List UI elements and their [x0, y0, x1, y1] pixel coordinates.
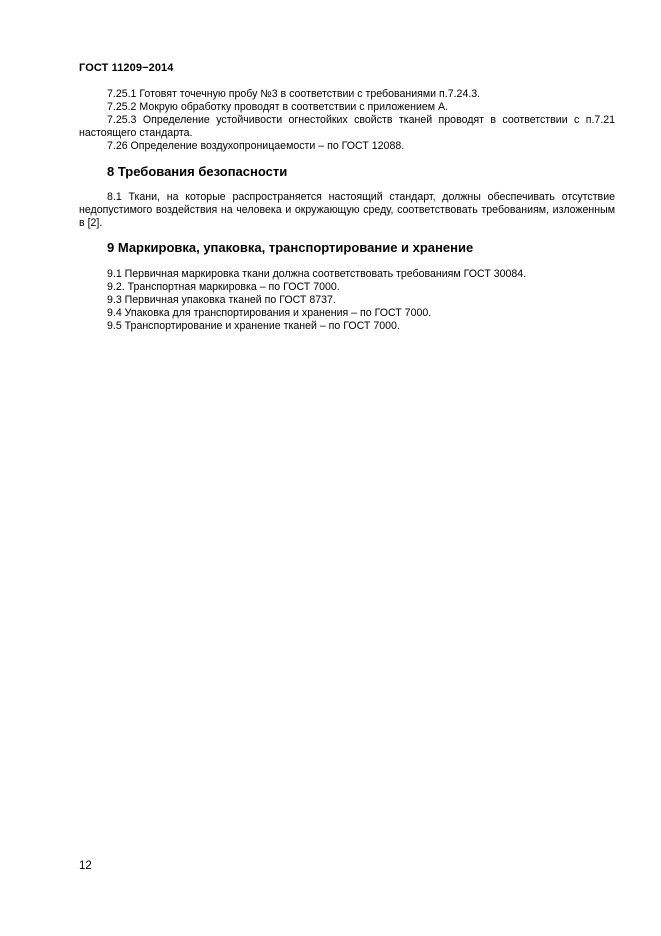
paragraph-8-1: 8.1 Ткани, на которые распространяется настоящий стандарт, должны обеспечивать отсутствие недопустимого воздействия на человека и окружающую среду, соответствовать требованиям, изложенным в [2]. — [79, 191, 615, 229]
paragraph-9-3: 9.3 Первичная упаковка тканей по ГОСТ 8737. — [107, 294, 336, 306]
paragraph-9-1: 9.1 Первичная маркировка ткани должна соответствовать требованиям ГОСТ 30084. — [107, 268, 527, 280]
section-8-heading: 8 Требования безопасности — [107, 164, 288, 179]
paragraph-9-5: 9.5 Транспортирование и хранение тканей – по ГОСТ 7000. — [107, 320, 400, 332]
paragraph-7-25-2: 7.25.2 Мокрую обработку проводят в соответствии с приложением А. — [107, 101, 449, 113]
document-header: ГОСТ 11209−2014 — [79, 62, 174, 74]
page-number: 12 — [79, 860, 92, 872]
paragraph-7-25-3: 7.25.3 Определение устойчивости огнестойких свойств тканей проводят в соответствии с п.7.21 настоящего стандарта. — [79, 114, 615, 139]
section-9-heading: 9 Маркировка, упаковка, транспортирование и хранение — [107, 240, 474, 255]
paragraph-7-25-1: 7.25.1 Готовят точечную пробу №3 в соответствии с требованиями п.7.24.3. — [107, 88, 481, 100]
paragraph-7-26: 7.26 Определение воздухопроницаемости – по ГОСТ 12088. — [107, 140, 405, 152]
document-page — [79, 62, 615, 333]
paragraph-9-4: 9.4 Упаковка для транспортирования и хранения – по ГОСТ 7000. — [107, 307, 432, 319]
paragraph-9-2: 9.2. Транспортная маркировка – по ГОСТ 7000. — [107, 281, 340, 293]
